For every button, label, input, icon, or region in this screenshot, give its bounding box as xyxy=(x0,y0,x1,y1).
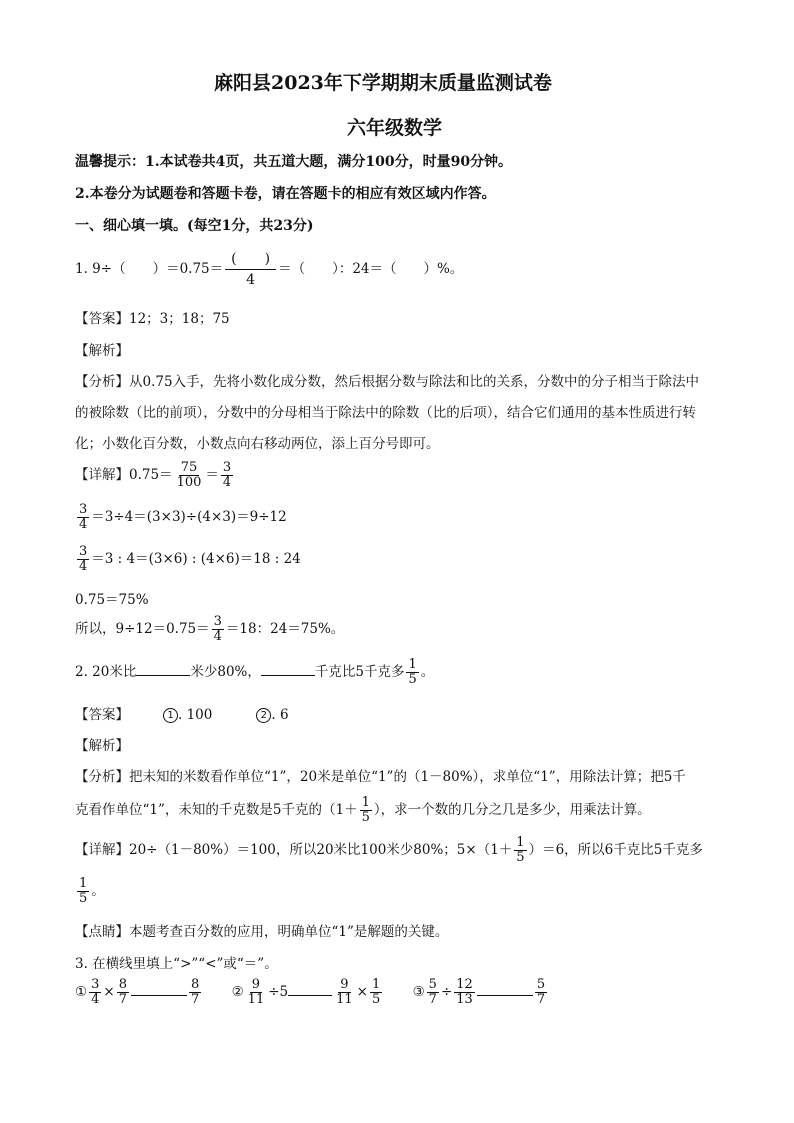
item-1 xyxy=(75,977,208,1007)
q2-dianjing xyxy=(75,920,448,940)
q1-part-2: ＝（ ）：24＝（ ）%。 xyxy=(278,261,464,277)
fenxi-text: 克看作单位“1”，未知的千克数是5千克的（1＋ xyxy=(75,802,358,818)
fenxi-tag: 【分析】 xyxy=(75,769,129,785)
q1-detail-line-3 xyxy=(75,545,301,574)
fraction-denominator: 4 xyxy=(79,559,88,574)
exam-subtitle: 六年级数学 xyxy=(347,117,443,139)
fraction-denominator: 5 xyxy=(371,992,381,1007)
detail-text: 20÷（1－80%）＝100，所以20米比100米少80%；5×（1＋ xyxy=(129,842,513,858)
fenxi-text: 把未知的米数看作单位“1”，20米是单位“1”的（1－80%），求单位“1”，用除法计算；把5千 xyxy=(129,769,686,785)
operator: ÷5 xyxy=(268,984,289,1000)
detail-text: ＝3 : 4＝(3×6) : (4×6)＝18 : 24 xyxy=(91,551,301,567)
answer-tag: 【答案】 xyxy=(75,311,129,327)
q1-fenxi-line-2: 的被除数（比的前项），分数中的分母相当于除法中的除数（比的后项），结合它们通用的基本性质进行转 xyxy=(75,405,696,421)
fraction-denominator: 5 xyxy=(79,891,88,906)
circled-mark-2: ② xyxy=(231,984,244,1000)
fraction xyxy=(77,503,89,532)
fraction xyxy=(514,836,526,865)
fraction-numerator: 75 xyxy=(180,460,198,475)
fraction-denominator: 4 xyxy=(246,272,256,288)
fraction xyxy=(246,978,267,1007)
dianjing-text: 本题考查百分数的应用，明确单位“1”是解题的关键。 xyxy=(129,924,449,940)
fraction xyxy=(175,461,204,490)
detail-tag: 【详解】 xyxy=(75,467,129,483)
q2-part-2: 米少80%， xyxy=(190,664,261,680)
q1-detail-line-2 xyxy=(75,503,287,532)
fraction xyxy=(360,796,372,825)
fraction-denominator: 7 xyxy=(190,992,200,1007)
answer-value-2: . 6 xyxy=(271,707,289,723)
fraction xyxy=(406,658,418,687)
fraction-numerator: 1 xyxy=(371,977,381,992)
fraction xyxy=(212,615,224,644)
answer-blank[interactable] xyxy=(261,675,315,676)
fraction-denominator: 4 xyxy=(213,629,222,644)
fraction-numerator: 3 xyxy=(222,460,232,475)
q2-fenxi-line-1 xyxy=(75,765,686,785)
fraction-numerator: 1 xyxy=(361,795,370,810)
fraction-numerator: 9 xyxy=(340,977,349,992)
detail-text: 0.75＝ xyxy=(129,467,173,483)
question-3-stem: 3. 在横线里填上“>”“<”或“＝”。 xyxy=(75,956,278,972)
fraction-numerator: 8 xyxy=(190,977,200,992)
fraction-denominator: 4 xyxy=(222,475,232,490)
q2-part-1: 2. 20米比 xyxy=(75,664,137,680)
answer-tag: 【答案】 xyxy=(75,707,129,723)
fraction-numerator: 1 xyxy=(516,835,525,850)
fraction-denominator: 4 xyxy=(79,517,88,532)
q1-answer xyxy=(75,307,230,327)
dianjing-tag: 【点睛】 xyxy=(75,924,129,940)
q2-detail-line-1 xyxy=(75,836,703,865)
q1-fenxi-line-1 xyxy=(75,370,699,390)
detail-tag: 【详解】 xyxy=(75,842,129,858)
circled-mark-1: ① xyxy=(75,984,88,1000)
q2-fenxi-line-2 xyxy=(75,796,651,825)
question-2 xyxy=(75,658,434,687)
fraction xyxy=(117,978,129,1007)
q1-detail-line-4: 0.75＝75% xyxy=(75,592,149,608)
q1-fenxi-line-3: 化；小数化百分数，小数点向右移动两位，添上百分号即可。 xyxy=(75,436,440,452)
fraction-denominator: 4 xyxy=(91,992,100,1007)
notice-line-1: 温馨提示：1.本试卷共4页，共五道大题，满分100分，时量90分钟。 xyxy=(75,154,513,170)
fraction-denominator: 100 xyxy=(176,475,202,490)
operator: ÷ xyxy=(440,984,453,1000)
fraction-denominator: 7 xyxy=(118,992,127,1007)
detail-text: 。 xyxy=(91,883,105,899)
fraction-numerator: 9 xyxy=(251,977,261,992)
fraction-denominator: 13 xyxy=(456,992,473,1007)
fraction-denominator: 11 xyxy=(247,992,265,1007)
question-3-items xyxy=(75,978,549,1007)
q1-analysis-tag: 【解析】 xyxy=(75,343,129,359)
detail-text: ）＝6，所以6千克比5千克多 xyxy=(528,842,703,858)
fraction-numerator: 5 xyxy=(536,977,546,992)
q2-answer xyxy=(75,703,289,723)
compare-blank-2[interactable] xyxy=(288,995,332,996)
fraction-numerator: 3 xyxy=(79,502,88,517)
circled-number-2: 2 xyxy=(256,708,271,723)
conclusion-text: ＝18：24＝75%。 xyxy=(225,621,345,637)
fraction-denominator: 7 xyxy=(428,992,437,1007)
fraction xyxy=(189,978,201,1007)
q2-analysis-tag: 【解析】 xyxy=(75,738,129,754)
fraction-numerator: 3 xyxy=(79,544,88,559)
fraction xyxy=(535,978,547,1007)
fraction-numerator: 8 xyxy=(118,977,127,992)
fraction-denominator: 7 xyxy=(536,992,546,1007)
fraction xyxy=(370,978,382,1007)
fraction-numerator: 1 xyxy=(79,876,88,891)
question-1 xyxy=(75,249,463,290)
circled-number-1: 1 xyxy=(163,708,178,723)
q1-fraction xyxy=(225,249,276,290)
notice-line-2: 2.本卷分为试题卷和答题卡卷，请在答题卡的相应有效区域内作答。 xyxy=(75,186,496,202)
fraction-denominator: 5 xyxy=(516,850,525,865)
fraction-numerator: ( ) xyxy=(225,249,276,270)
fraction-numerator: 3 xyxy=(91,977,100,992)
fenxi-tag: 【分析】 xyxy=(75,374,129,390)
fenxi-text: 从0.75入手，先将小数化成分数，然后根据分数与除法和比的关系，分数中的分子相当于除法中 xyxy=(129,374,700,390)
q1-conclusion xyxy=(75,615,344,644)
q1-part-1: 1. 9÷（ ）＝0.75＝ xyxy=(75,261,224,277)
fraction-denominator: 5 xyxy=(408,672,417,687)
fraction-numerator: 1 xyxy=(408,657,417,672)
fraction-denominator: 11 xyxy=(336,992,353,1007)
compare-blank-3[interactable] xyxy=(477,995,533,996)
fraction xyxy=(77,545,89,574)
compare-blank-1[interactable] xyxy=(131,995,187,996)
detail-text: ＝3÷4＝(3×3)÷(4×3)＝9÷12 xyxy=(91,509,287,525)
fraction xyxy=(334,978,355,1007)
q2-part-3: 千克比5千克多 xyxy=(314,664,405,680)
q2-part-4: 。 xyxy=(420,664,435,680)
section-heading: 一、细心填一填。(每空1分，共23分) xyxy=(75,218,314,234)
fraction xyxy=(427,978,439,1007)
fraction-denominator: 5 xyxy=(361,810,370,825)
operator: × xyxy=(103,984,115,1000)
item-3 xyxy=(412,977,550,1007)
answer-blank[interactable] xyxy=(136,675,190,676)
q2-detail-line-2 xyxy=(75,877,105,906)
q1-detail-line-1 xyxy=(75,461,235,490)
operator: × xyxy=(356,984,368,1000)
answer-text: 12；3；18；75 xyxy=(129,311,230,327)
circled-mark-3: ③ xyxy=(412,984,425,1000)
item-2 xyxy=(231,977,389,1007)
fraction xyxy=(454,978,475,1007)
conclusion-text: 所以，9÷12＝0.75＝ xyxy=(75,621,210,637)
fraction-numerator: 12 xyxy=(456,977,473,992)
answer-value-1: . 100 xyxy=(178,707,213,723)
fraction-numerator: 3 xyxy=(213,614,222,629)
exam-title: 麻阳县2023年下学期期末质量监测试卷 xyxy=(214,72,552,94)
fraction xyxy=(89,978,101,1007)
fraction-numerator: 5 xyxy=(428,977,437,992)
equals: ＝ xyxy=(205,467,219,483)
fenxi-text: ），求一个数的几分之几是多少，用乘法计算。 xyxy=(373,802,651,818)
fraction xyxy=(221,461,233,490)
fraction xyxy=(77,877,89,906)
